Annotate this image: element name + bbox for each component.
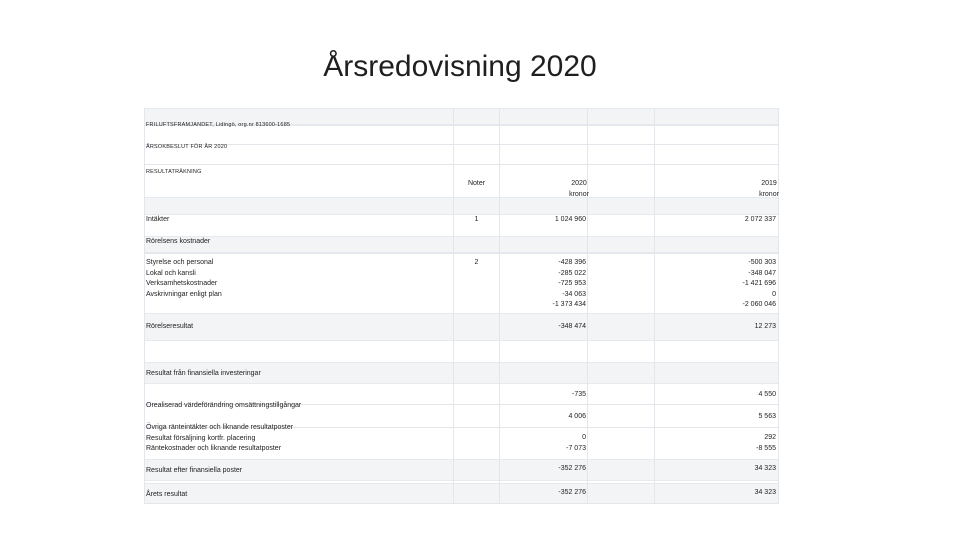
note-ref: 1 — [474, 216, 479, 223]
value-2019: 5 563 292 -8 555 — [756, 413, 776, 452]
column-divider — [144, 108, 145, 504]
row-divider — [144, 503, 779, 504]
value-2020: -348 474 — [558, 323, 586, 330]
value-2020: -735 — [571, 391, 586, 398]
row-label-finansiella: Resultat från finansiella investeringar — [146, 370, 261, 377]
column-header-2019: 2019 kronor — [759, 180, 779, 198]
row-label-efter-finansiella: Resultat efter finansiella poster — [146, 467, 243, 474]
row-labels-ovriga: Övriga ränteintäkter och liknande resultatposter Resultat försäljning kortfr. placering Räntekostnader och liknande resultatposter — [146, 424, 294, 452]
row-label-rorelseresultat: Rörelseresultat — [146, 323, 194, 330]
statement-heading: RESULTATRÄKNING — [146, 169, 202, 175]
value-2019: 4 550 — [758, 391, 776, 398]
table-row — [144, 236, 779, 253]
note-ref: 2 — [474, 259, 479, 266]
value-2019: -500 303 -348 047 -1 421 696 0 -2 060 046 — [742, 259, 776, 308]
value-2019: 34 323 — [754, 489, 776, 496]
value-2020: -352 276 — [558, 465, 586, 472]
row-divider — [144, 144, 779, 145]
column-header-noter: Noter — [467, 180, 486, 187]
income-statement-table — [144, 108, 779, 504]
value-2020: -352 276 — [558, 489, 586, 496]
row-label-arets-resultat: Årets resultat — [146, 491, 188, 498]
table-row — [144, 197, 779, 215]
column-divider — [453, 108, 454, 504]
row-labels-kostnader: Styrelse och personal Lokal och kansli Verksamhetskostnader Avskrivningar enligt plan — [146, 259, 222, 298]
row-label-intakter: Intäkter — [146, 216, 170, 223]
row-label-rorelsens-kostnader: Rörelsens kostnader — [146, 238, 211, 245]
value-2020: 1 024 960 — [554, 216, 586, 223]
column-divider — [587, 108, 588, 504]
value-2019: 12 273 — [754, 323, 776, 330]
column-header-2020: 2020 kronor — [569, 180, 589, 198]
value-2020: 4 006 0 -7 073 — [566, 413, 586, 452]
value-2019: 34 323 — [754, 465, 776, 472]
row-label-orealiserad: Orealiserad värdeförändring omsättningstillgångar — [146, 402, 302, 409]
row-divider — [144, 164, 779, 165]
column-divider — [778, 108, 779, 504]
section-heading: ÅRSOKBESLUT FÖR ÅR 2020 — [146, 144, 228, 150]
organization-line: FRILUFTSFRAMJANDET, Lidingö, org.nr 813600-1685 — [146, 122, 291, 128]
row-divider — [144, 253, 779, 254]
document-title: Årsredovisning 2020 — [323, 50, 597, 83]
value-2020: -428 396 -285 022 -725 953 -34 063 -1 373 434 — [552, 259, 586, 308]
value-2019: 2 072 337 — [744, 216, 776, 223]
